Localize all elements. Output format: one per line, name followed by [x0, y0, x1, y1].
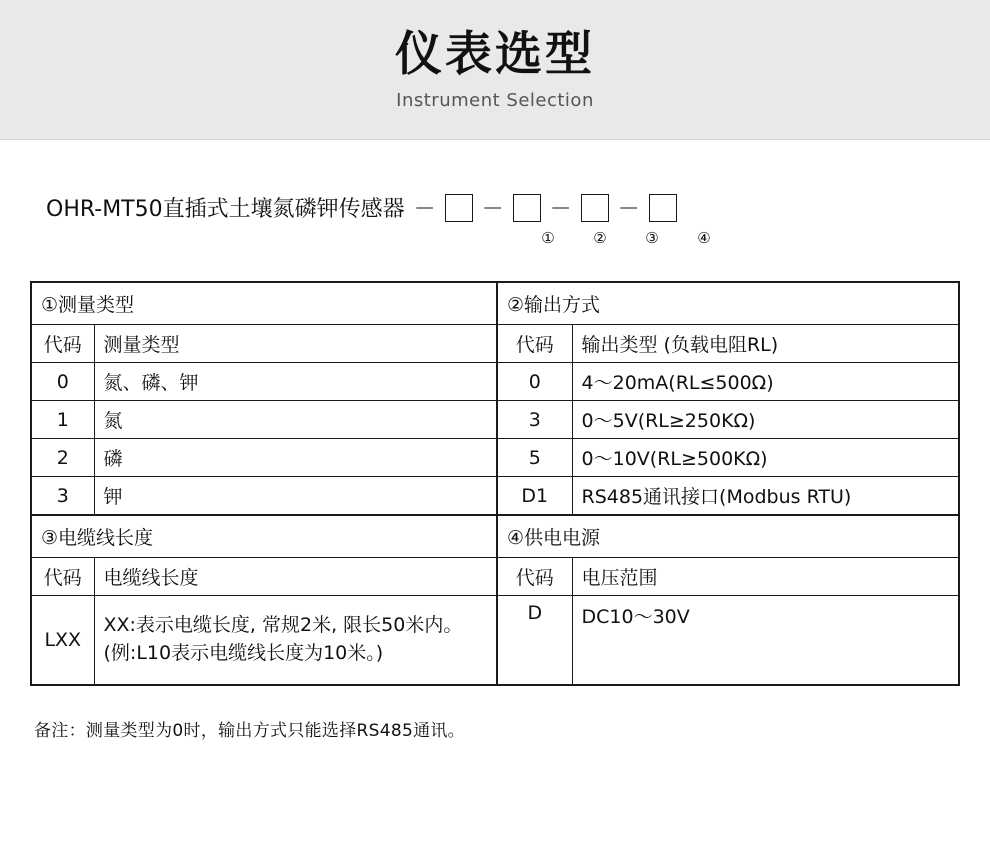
page-subtitle: Instrument Selection — [396, 90, 594, 112]
table-row — [32, 363, 958, 401]
section-3-col-code: 代码 — [32, 558, 94, 596]
section-4-col-code: 代码 — [497, 558, 572, 596]
spacer-3 — [665, 229, 691, 247]
section-2-heading: ②输出方式 — [497, 283, 958, 325]
page-title: 仪表选型 — [395, 26, 595, 82]
model-dash-4: － — [617, 197, 640, 222]
cell-value: 氮 — [94, 401, 497, 439]
model-slot-number-2: ② — [593, 229, 607, 247]
section-1-col-code: 代码 — [32, 325, 94, 363]
cell-code: 3 — [32, 477, 94, 516]
cell-value: DC10～30V — [572, 596, 958, 685]
section-4-col-value: 电压范围 — [572, 558, 958, 596]
cell-code: 0 — [32, 363, 94, 401]
spacer-2 — [613, 229, 639, 247]
model-dash-3: － — [549, 197, 572, 222]
column-header-row-1 — [32, 325, 958, 363]
section-1-col-value: 测量类型 — [94, 325, 497, 363]
table-row — [32, 477, 958, 516]
cell-code: 3 — [497, 401, 572, 439]
column-header-row-2 — [32, 558, 958, 596]
cell-value: 氮、磷、钾 — [94, 363, 497, 401]
table-row — [32, 401, 958, 439]
cell-value: 磷 — [94, 439, 497, 477]
section-3-col-value: 电缆线长度 — [94, 558, 497, 596]
footer-note: 备注：测量类型为0时，输出方式只能选择RS485通讯。 — [34, 721, 465, 741]
section-2-col-value: 输出类型 (负载电阻RL) — [572, 325, 958, 363]
section-2-col-code: 代码 — [497, 325, 572, 363]
page-header-banner — [0, 0, 990, 140]
section-heading-row-1 — [32, 283, 958, 325]
section-heading-row-2 — [32, 515, 958, 558]
model-dash-1: － — [413, 197, 436, 222]
cell-value: 0～5V(RL≥250KΩ) — [572, 401, 958, 439]
model-slot-1[interactable] — [445, 194, 473, 222]
cell-code: 2 — [32, 439, 94, 477]
cell-code: LXX — [32, 596, 94, 685]
cell-value: 4～20mA(RL≤500Ω) — [572, 363, 958, 401]
cell-value: 0～10V(RL≥500KΩ) — [572, 439, 958, 477]
table-row — [32, 596, 958, 685]
model-code-row — [46, 192, 990, 223]
table-row — [32, 439, 958, 477]
cell-code: 1 — [32, 401, 94, 439]
section-1-heading: ①测量类型 — [32, 283, 497, 325]
spacer-1 — [561, 229, 587, 247]
model-base-name: OHR-MT50直插式土壤氮磷钾传感器 — [46, 197, 405, 222]
model-dash-2: － — [481, 197, 504, 222]
cell-code: 5 — [497, 439, 572, 477]
cell-value: RS485通讯接口(Modbus RTU) — [572, 477, 958, 516]
model-slot-numbers — [535, 229, 990, 247]
selection-table — [32, 283, 958, 684]
model-code-area — [46, 192, 990, 247]
model-slot-number-4: ④ — [697, 229, 711, 247]
cell-code: D1 — [497, 477, 572, 516]
model-slot-3[interactable] — [581, 194, 609, 222]
cell-code: 0 — [497, 363, 572, 401]
model-slot-number-3: ③ — [645, 229, 659, 247]
cell-value: 钾 — [94, 477, 497, 516]
cell-value: XX:表示电缆长度, 常规2米, 限长50米内。(例:L10表示电缆线长度为10米。) — [94, 596, 497, 685]
model-slot-number-1: ① — [541, 229, 555, 247]
section-3-heading: ③电缆线长度 — [32, 515, 497, 558]
cell-code: D — [497, 596, 572, 685]
model-slot-2[interactable] — [513, 194, 541, 222]
section-4-heading: ④供电电源 — [497, 515, 958, 558]
model-slot-4[interactable] — [649, 194, 677, 222]
selection-tables — [30, 281, 960, 686]
